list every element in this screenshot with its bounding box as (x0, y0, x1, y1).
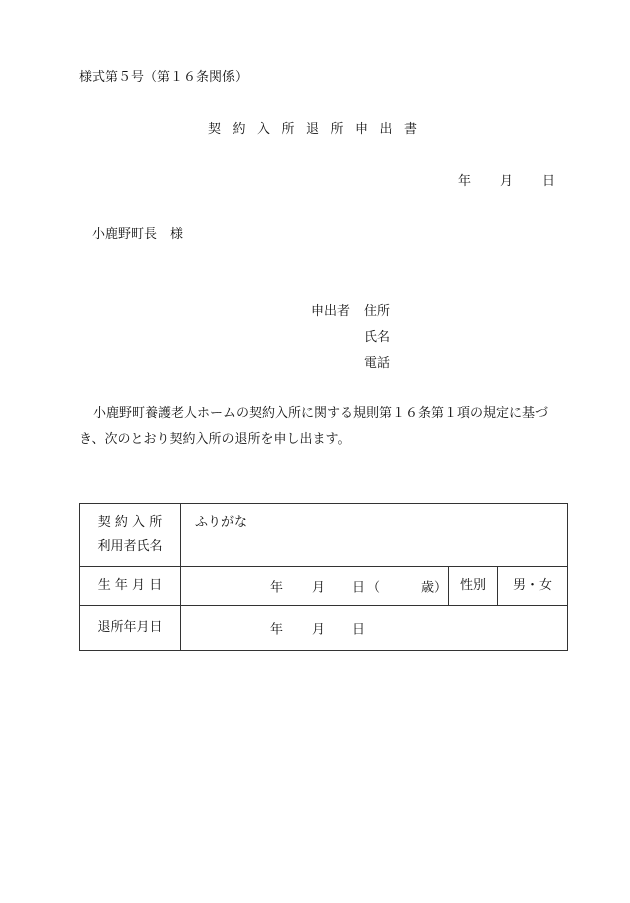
date-month: 月 (500, 174, 514, 189)
applicant-label: 申出者 (311, 304, 351, 319)
birthdate-label: 生 年 月 日 (80, 567, 181, 606)
birthdate-month: 月 (312, 580, 326, 596)
user-name-field[interactable] (181, 504, 568, 567)
birthdate-day: 日 (352, 580, 366, 596)
recipient: 小鹿野町長 様 (92, 227, 184, 242)
age-unit: 歳） (421, 580, 448, 596)
user-name-label-line2: 利用者氏名 (97, 539, 163, 554)
applicant-address-label: 住所 (364, 304, 391, 319)
form-number: 様式第５号（第１６条関係） (79, 70, 249, 85)
date-day: 日 (542, 174, 556, 189)
body-text: 小鹿野町養護老人ホームの契約入所に関する規則第１６条第１項の規定に基づき、次のとおり契約入所の退所を申し出ます。 (79, 406, 549, 447)
user-name-label-line1: 契 約 入 所 (97, 515, 163, 530)
gender-label: 性別 (449, 567, 498, 606)
date-year: 年 (458, 174, 472, 189)
document-title: 契約入所退所申出書 (208, 122, 429, 137)
withdrawal-month: 月 (312, 622, 326, 638)
table-row-withdrawal-date (80, 606, 568, 651)
table-row-birthdate (80, 567, 568, 606)
furigana-label: ふりがな (195, 515, 248, 530)
withdrawal-day: 日 (352, 622, 366, 638)
age-open-paren: （ (367, 580, 381, 596)
withdrawal-year: 年 (270, 622, 284, 638)
withdrawal-date-field[interactable] (181, 606, 568, 651)
withdrawal-date-label: 退所年月日 (80, 606, 181, 651)
birthdate-field[interactable] (181, 567, 449, 606)
date-line (458, 170, 555, 189)
withdrawal-form-table (79, 503, 568, 651)
birthdate-year: 年 (270, 580, 284, 596)
applicant-phone-label: 電話 (364, 356, 391, 371)
gender-options[interactable]: 男・女 (498, 567, 568, 606)
table-row-user-name (80, 504, 568, 567)
applicant-name-label: 氏名 (364, 330, 391, 345)
user-name-label-cell (80, 504, 181, 567)
